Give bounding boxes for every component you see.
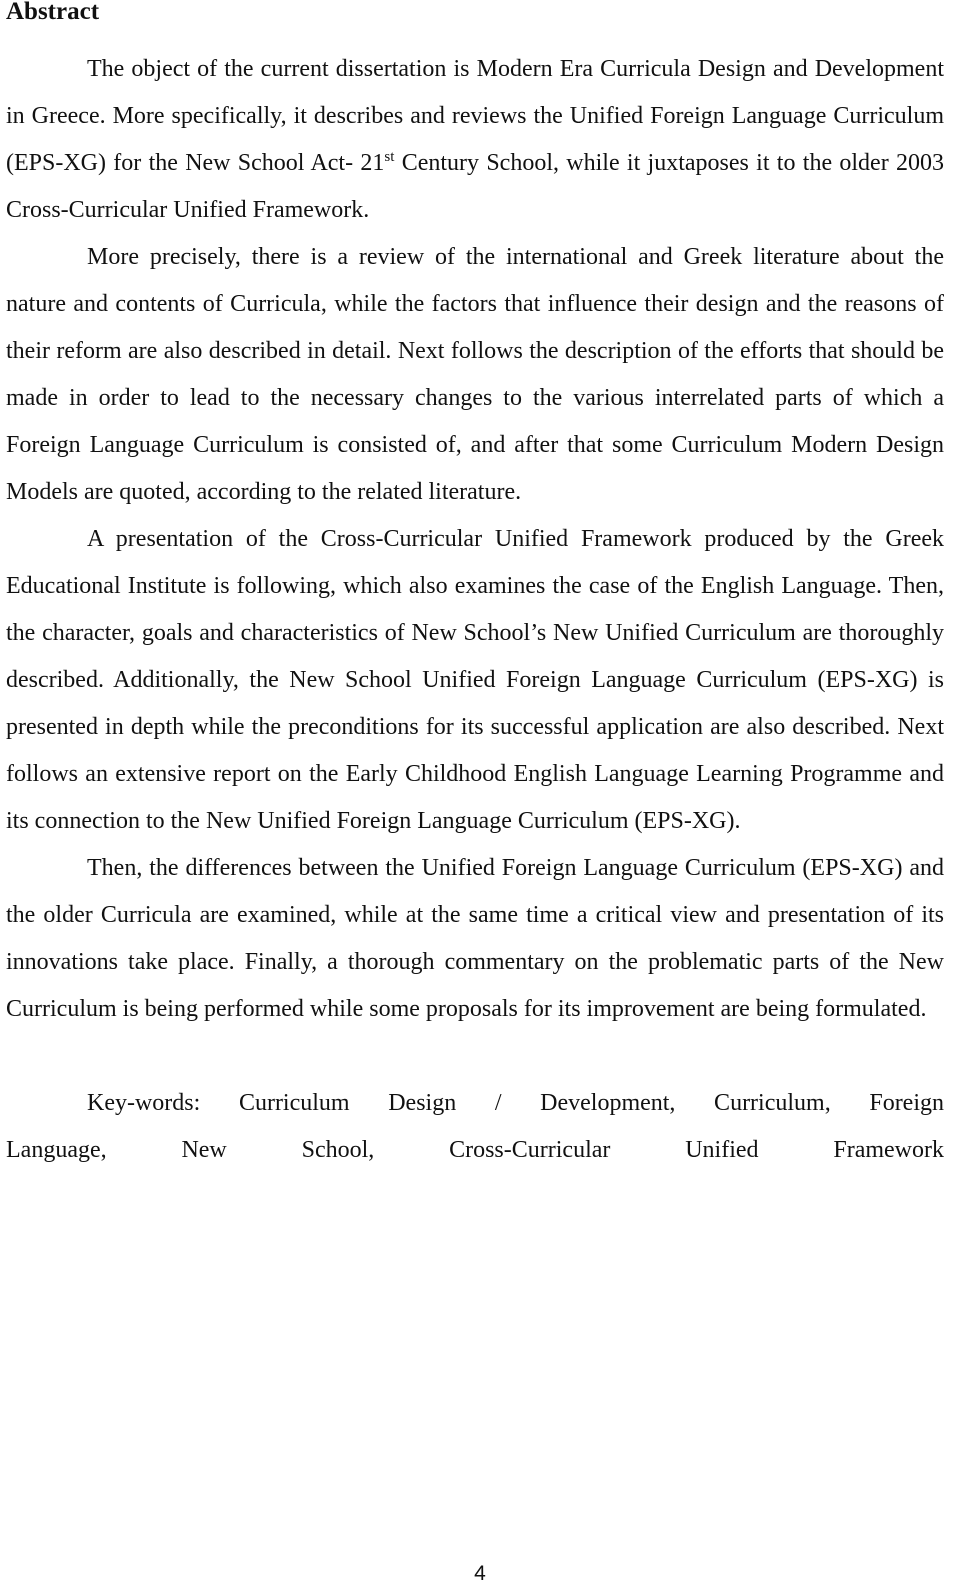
- paragraph-1-text: The object of the current dissertation is Modern Era Curricula Design and Development in Greece. More specifically, it describes and reviews the Unified Foreign Language Curriculum (EPS-XG) for the New School Act- 21: [6, 56, 944, 176]
- paragraph-1-text-end: Century School, while it juxtaposes it to the older 2003 Cross-Curricular Unified Framework.: [6, 150, 945, 223]
- abstract-heading: Abstract: [6, 0, 100, 25]
- abstract-paragraph-2: More precisely, there is a review of the international and Greek literature about the nature and contents of Curricula, while the factors that influence their design and the reasons of their reform are also described in detail. Next follows the description of the efforts that should be made in order to lead to the necessary changes to the various interrelated parts of which a Foreign Language Curriculum is consisted of, and after that some Curriculum Modern Design Models are quoted, according to the related literature.: [6, 244, 944, 505]
- keywords-line-1: Key-words: Curriculum Design / Development, Curriculum, Foreign: [87, 1090, 944, 1116]
- abstract-paragraph-4: Then, the differences between the Unified Foreign Language Curriculum (EPS-XG) and the older Curricula are examined, while at the same time a critical view and presentation of its innovations take place. Finally, a thorough commentary on the problematic parts of the New Curriculum is being performed while some proposals for its improvement are being formulated.: [6, 855, 944, 1022]
- keywords-paragraph: [6, 1080, 944, 1174]
- keywords-line-2: Language, New School, Cross-Curricular Unified Framework: [6, 1137, 944, 1163]
- abstract-paragraph-3: A presentation of the Cross-Curricular Unified Framework produced by the Greek Educational Institute is following, which also examines the case of the English Language. Then, the character, goals and characteristics of New School’s New Unified Curriculum are thoroughly described. Additionally, the New School Unified Foreign Language Curriculum (EPS-XG) is presented in depth while the preconditions for its successful application are also described. Next follows an extensive report on the Early Childhood English Language Learning Programme and its connection to the New Unified Foreign Language Curriculum (EPS-XG).: [6, 526, 944, 834]
- abstract-paragraph-1: [6, 46, 944, 234]
- document-page: [6, 0, 944, 1174]
- ordinal-superscript: st: [384, 149, 395, 165]
- page-number: 4: [474, 1562, 486, 1585]
